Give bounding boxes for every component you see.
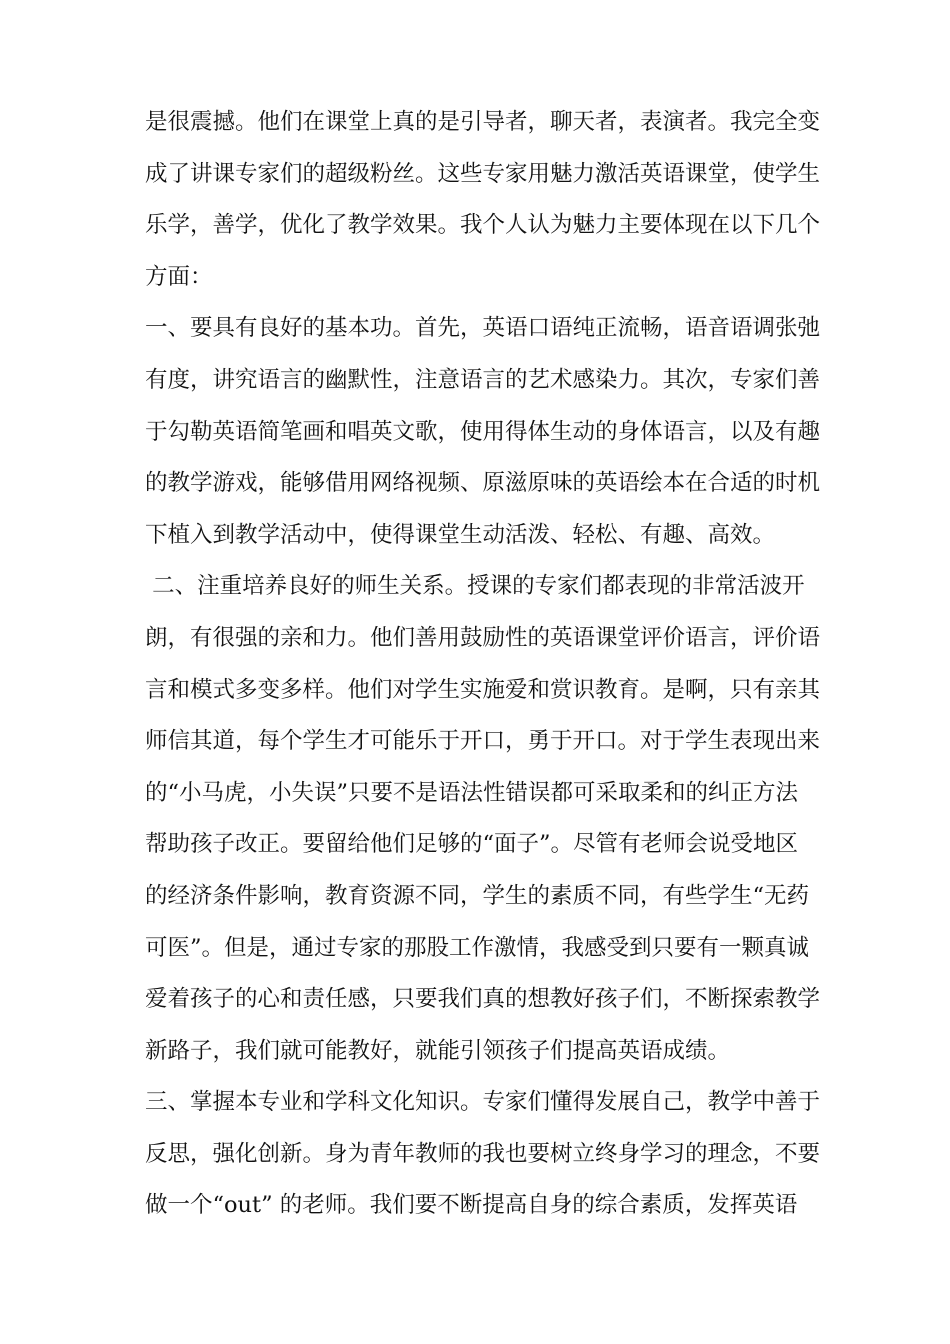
body-text <box>145 97 825 1232</box>
text-line: 可医”。但是，通过专家的那股工作激情，我感受到只要有一颗真诚 <box>145 934 810 961</box>
text-line: 言和模式多变多样。他们对学生实施爱和赏识教育。是啊，只有亲其 <box>145 676 821 703</box>
text-line: 朗，有很强的亲和力。他们善用鼓励性的英语课堂评价语言，评价语 <box>145 624 821 651</box>
text-line: 下植入到教学活动中，使得课堂生动活泼、轻松、有趣、高效。 <box>145 521 776 548</box>
text-line: 乐学，善学，优化了教学效果。我个人认为魅力主要体现在以下几个 <box>145 212 821 239</box>
text-line: 二、注重培养良好的师生关系。授课的专家们都表现的非常活波开 <box>145 573 805 600</box>
text-line: 一、要具有良好的基本功。首先，英语口语纯正流畅，语音语调张弛 <box>145 315 821 342</box>
text-line: 师信其道，每个学生才可能乐于开口，勇于开口。对于学生表现出来 <box>145 728 821 755</box>
text-line: 新路子，我们就可能教好，就能引领孩子们提高英语成绩。 <box>145 1037 731 1064</box>
text-line: 成了讲课专家们的超级粉丝。这些专家用魅力激活英语课堂，使学生 <box>145 160 821 187</box>
text-line: 的经济条件影响，教育资源不同，学生的素质不同，有些学生“无药 <box>145 882 810 909</box>
text-line: 的教学游戏，能够借用网络视频、原滋原味的英语绘本在合适的时机 <box>145 470 821 497</box>
text-line: 三、掌握本专业和学科文化知识。专家们懂得发展自己，教学中善于 <box>145 1089 821 1116</box>
text-line: 的“小马虎，小失误”只要不是语法性错误都可采取柔和的纠正方法 <box>145 779 799 806</box>
text-line: 做一个“out” 的老师。我们要不断提高自身的综合素质，发挥英语 <box>145 1192 798 1219</box>
text-line: 有度，讲究语言的幽默性，注意语言的艺术感染力。其次，专家们善 <box>145 366 821 393</box>
text-line: 反思，强化创新。身为青年教师的我也要树立终身学习的理念，不要 <box>145 1140 821 1167</box>
text-line: 爱着孩子的心和责任感，只要我们真的想教好孩子们，不断探索教学 <box>145 986 821 1013</box>
text-line: 方面： <box>145 263 213 290</box>
text-line: 于勾勒英语简笔画和唱英文歌，使用得体生动的身体语言，以及有趣 <box>145 418 821 445</box>
text-line: 帮助孩子改正。要留给他们足够的“面子”。尽管有老师会说受地区 <box>145 831 799 858</box>
text-line: 是很震撼。他们在课堂上真的是引导者，聊天者，表演者。我完全变 <box>145 109 821 135</box>
